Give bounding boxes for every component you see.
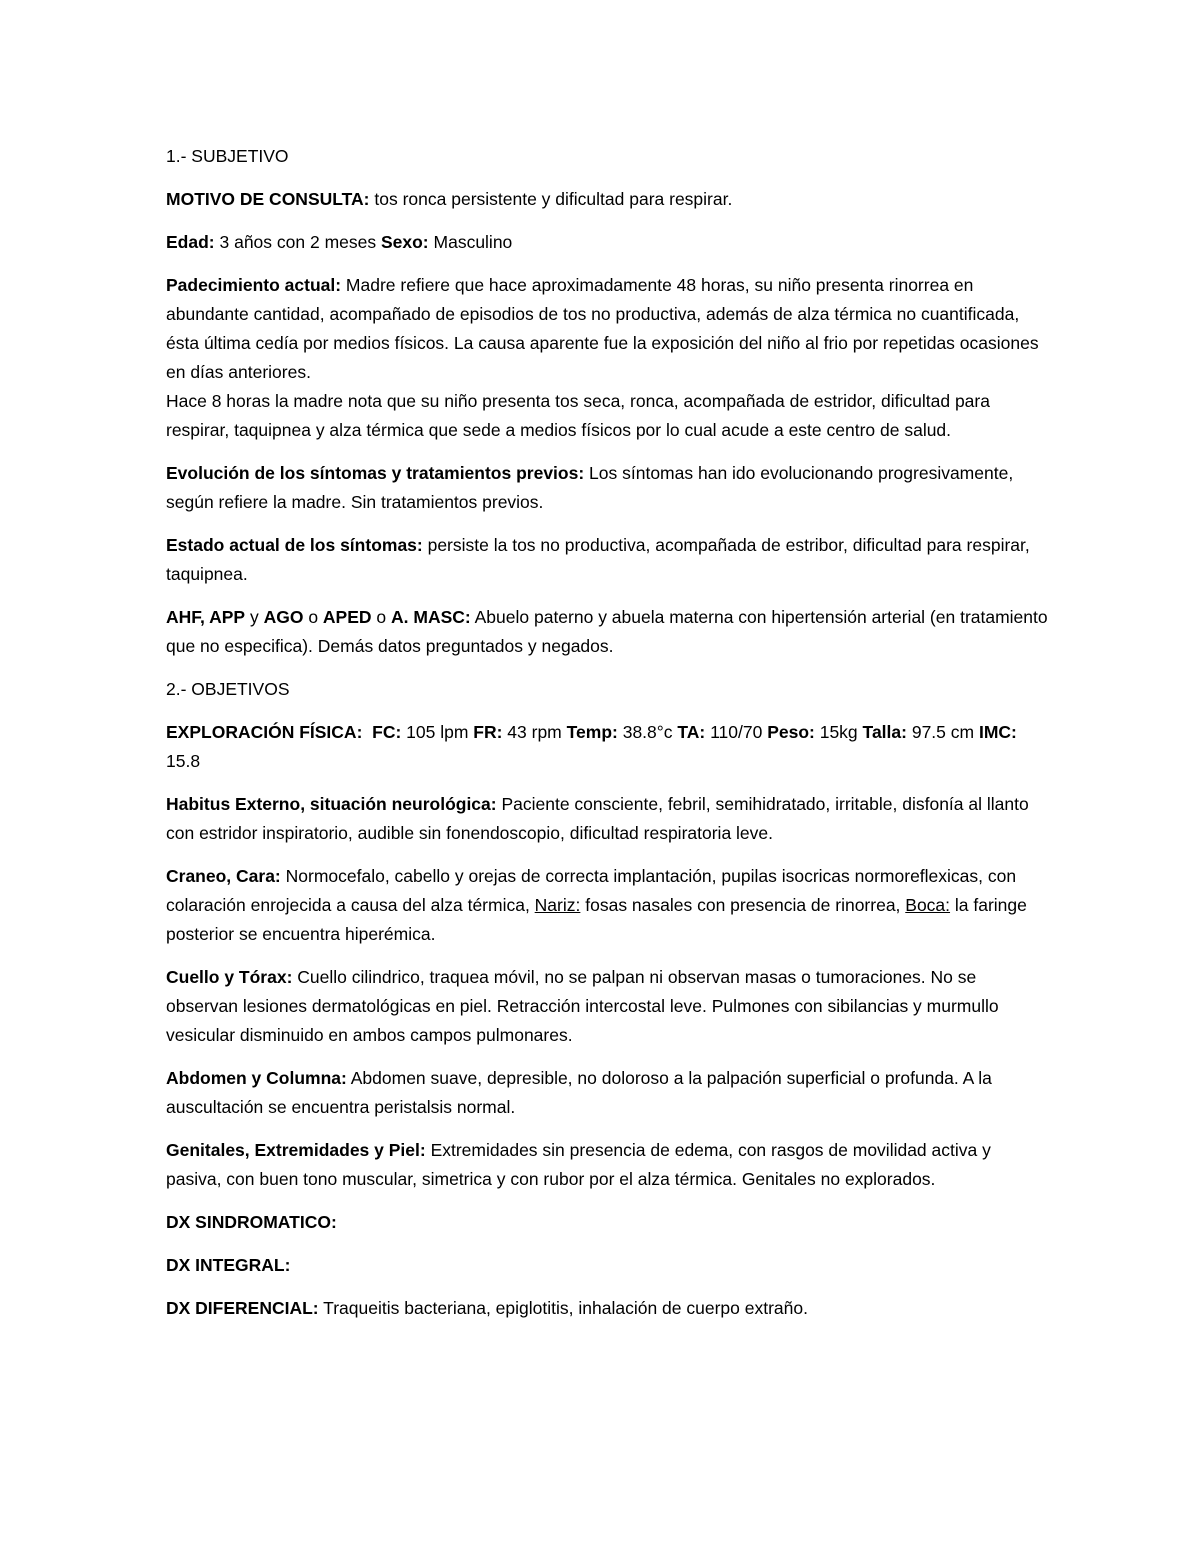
estado-text: persiste la tos no productiva, acompañada de estribor, dificultad para respirar, taquipnea.: [166, 535, 1030, 584]
ago-label: AGO: [263, 607, 304, 627]
ta-label: TA:: [677, 722, 706, 742]
edad-value: 3 años con 2 meses: [214, 232, 381, 252]
padecimiento-label: Padecimiento actual:: [166, 275, 342, 295]
boca-label: Boca:: [905, 895, 951, 915]
ahf-connector-o2: o: [371, 607, 392, 627]
aped-label: APED: [322, 607, 372, 627]
exploracion-fisica: [166, 718, 1050, 776]
habitus-externo: [166, 790, 1050, 848]
motivo-text: tos ronca persistente y dificultad para respirar.: [369, 189, 733, 209]
padecimiento-text: Madre refiere que hace aproximadamente 48 horas, su niño presenta rinorrea en abundante cantidad, acompañado de episodios de tos no productiva, además de alza térmica no cuantificada, ésta última cedía por medios físicos. La causa aparente fue la exposición del niño al frio por repetidas ocasiones en días anteriores.: [166, 275, 1039, 382]
craneo-cara: [166, 862, 1050, 949]
dx-diferencial-text: Traqueitis bacteriana, epiglotitis, inhalación de cuerpo extraño.: [318, 1298, 808, 1318]
talla-label: Talla:: [862, 722, 907, 742]
craneo-text: Normocefalo, cabello y orejas de correcta implantación, pupilas isocricas normoreflexicas, con colaración enrojecida a causa del alza térmica,: [166, 866, 1017, 915]
padecimiento-actual: [166, 271, 1050, 445]
dx-diferencial-label: DX DIFERENCIAL:: [166, 1298, 319, 1318]
masc-label: A. MASC:: [391, 607, 471, 627]
section-title: 2.- OBJETIVOS: [166, 679, 290, 699]
dx-integral-label: DX INTEGRAL:: [166, 1255, 291, 1275]
clinical-note: [166, 142, 1050, 1323]
imc-label: IMC:: [978, 722, 1017, 742]
fc-label: FC:: [372, 722, 402, 742]
ahf-connector-o1: o: [303, 607, 323, 627]
section-title: 1.- SUBJETIVO: [166, 146, 289, 166]
temp-label: Temp:: [566, 722, 618, 742]
fr-label: FR:: [473, 722, 503, 742]
craneo-label: Craneo, Cara:: [166, 866, 281, 886]
fc-value: 105 lpm: [401, 722, 474, 742]
imc-value: 15.8: [166, 751, 201, 771]
sexo-value: Masculino: [428, 232, 513, 252]
ahf-connector-y: y: [245, 607, 264, 627]
boca-text: la faringe posterior se encuentra hiperémica.: [166, 895, 1027, 944]
genitales-text: Extremidades sin presencia de edema, con rasgos de movilidad activa y pasiva, con buen tono muscular, simetrica y con rubor por el alza térmica. Genitales no explorados.: [166, 1140, 991, 1189]
exploracion-label: EXPLORACIÓN FÍSICA:: [166, 722, 363, 742]
fr-value: 43 rpm: [502, 722, 567, 742]
motivo-label: MOTIVO DE CONSULTA:: [166, 189, 370, 209]
nariz-text: fosas nasales con presencia de rinorrea,: [580, 895, 906, 915]
sexo-label: Sexo:: [380, 232, 429, 252]
habitus-label: Habitus Externo, situación neurológica:: [166, 794, 497, 814]
abdomen-columna: [166, 1064, 1050, 1122]
habitus-text: Paciente consciente, febril, semihidratado, irritable, disfonía al llanto con estridor inspiratorio, audible sin fonendoscopio, dificultad respiratoria leve.: [166, 794, 1029, 843]
nariz-label: Nariz:: [534, 895, 581, 915]
evolucion-label: Evolución de los síntomas y tratamientos previos:: [166, 463, 585, 483]
ta-value: 110/70: [705, 722, 768, 742]
dx-sindromatico-label: DX SINDROMATICO:: [166, 1212, 337, 1232]
motivo-consulta: [166, 185, 1050, 214]
antecedentes: [166, 603, 1050, 661]
cuello-text: Cuello cilindrico, traquea móvil, no se palpan ni observan masas o tumoraciones. No se observan lesiones dermatológicas en piel. Retracción intercostal leve. Pulmones con sibilancias y murmullo vesicular disminuido en ambos campos pulmonares.: [166, 967, 999, 1045]
ahf-app-label: AHF, APP: [166, 607, 246, 627]
cuello-torax: [166, 963, 1050, 1050]
genitales-label: Genitales, Extremidades y Piel:: [166, 1140, 426, 1160]
antecedentes-text: Abuelo paterno y abuela materna con hipertensión arterial (en tratamiento que no especifica). Demás datos preguntados y negados.: [166, 607, 1048, 656]
evolucion-text: Los síntomas han ido evolucionando progresivamente, según refiere la madre. Sin tratamientos previos.: [166, 463, 1014, 512]
section-heading-objetivos: [166, 675, 1050, 704]
dx-integral: [166, 1251, 1050, 1280]
cuello-label: Cuello y Tórax:: [166, 967, 293, 987]
temp-value: 38.8°c: [617, 722, 673, 742]
edad-sexo: [166, 228, 1050, 257]
section-heading-subjetivo: [166, 142, 1050, 171]
evolucion-sintomas: [166, 459, 1050, 517]
genitales-extremidades: [166, 1136, 1050, 1194]
estado-label: Estado actual de los síntomas:: [166, 535, 423, 555]
talla-value: 97.5 cm: [906, 722, 975, 742]
estado-actual: [166, 531, 1050, 589]
peso-label: Peso:: [767, 722, 815, 742]
edad-label: Edad:: [166, 232, 215, 252]
abdomen-label: Abdomen y Columna:: [166, 1068, 347, 1088]
abdomen-text: Abdomen suave, depresible, no doloroso a la palpación superficial o profunda. A la auscultación se encuentra peristalsis normal.: [166, 1068, 992, 1117]
peso-value: 15kg: [814, 722, 863, 742]
dx-diferencial: [166, 1294, 1050, 1323]
dx-sindromatico: [166, 1208, 1050, 1237]
padecimiento-text-2: Hace 8 horas la madre nota que su niño presenta tos seca, ronca, acompañada de estridor, dificultad para respirar, taquipnea y alza térmica que sede a medios físicos por lo cual acude a este centro de salud.: [166, 391, 990, 440]
